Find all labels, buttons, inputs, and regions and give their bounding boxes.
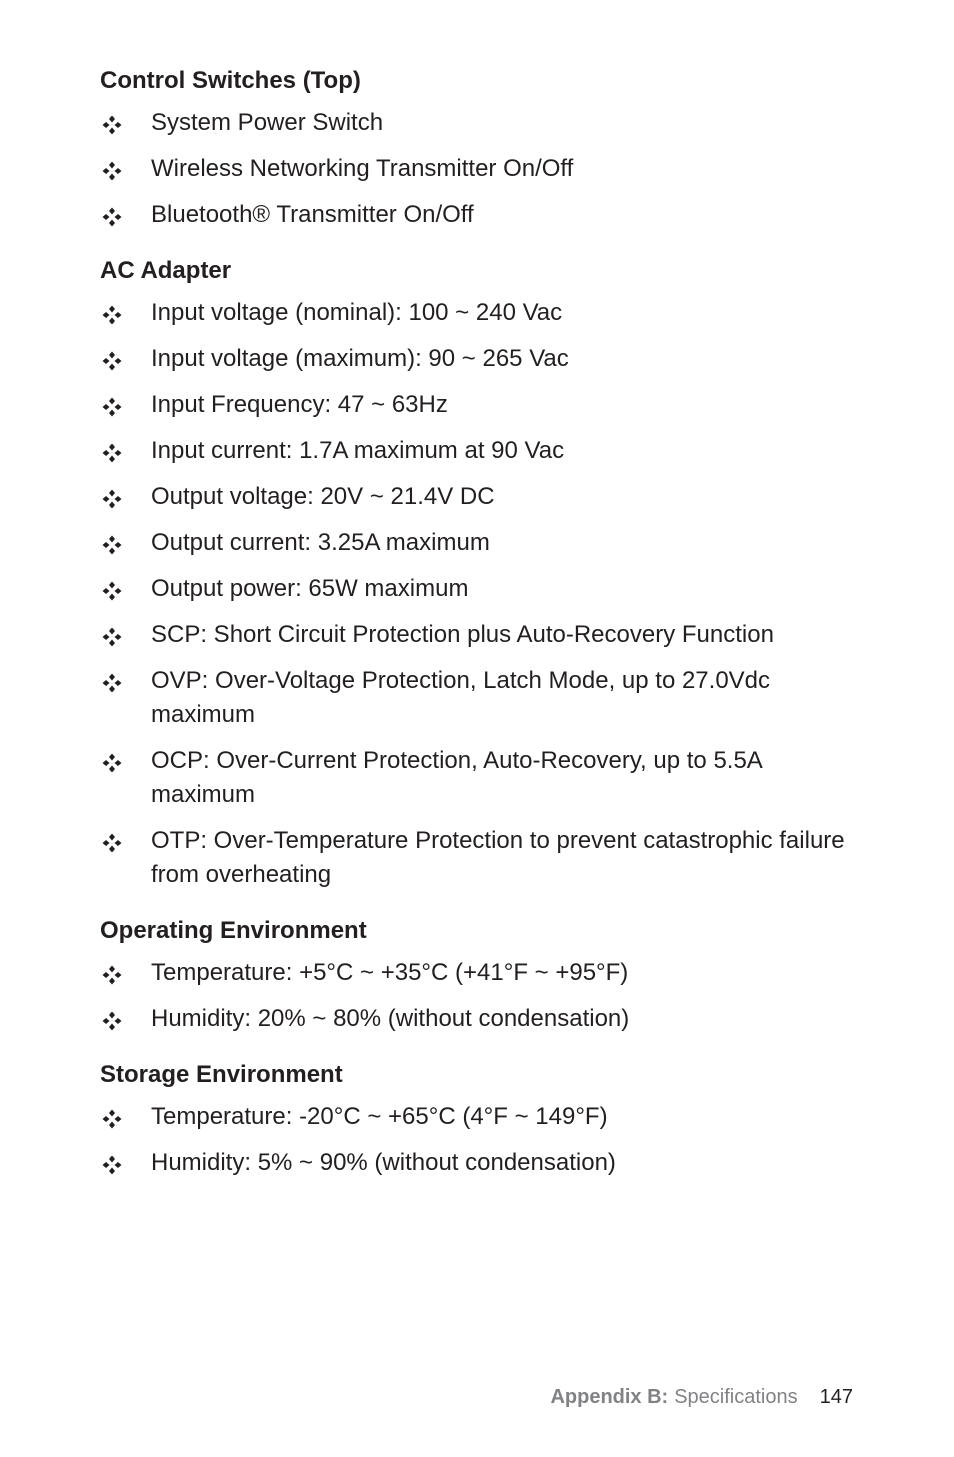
list-item-text: Output power: 65W maximum: [151, 575, 469, 602]
list-item-text: System Power Switch: [151, 109, 384, 136]
list-item-text: Input voltage (nominal): 100 ~ 240 Vac: [151, 299, 563, 326]
section-title: Control Switches (Top): [100, 67, 361, 94]
section-ac-adapter: [100, 256, 860, 892]
section-control-switches: [100, 66, 860, 232]
list-item: [100, 572, 860, 606]
list-item-text: Output current: 3.25A maximum: [151, 529, 490, 556]
list-item: [100, 1002, 860, 1036]
four-diamond-bullet-icon: [102, 115, 122, 135]
list-item: [100, 1100, 860, 1134]
list-item: [100, 824, 860, 892]
list-item-text: Humidity: 20% ~ 80% (without condensation): [151, 1005, 630, 1032]
list-item: [100, 342, 860, 376]
four-diamond-bullet-icon: [102, 833, 122, 853]
list-item: [100, 152, 860, 186]
four-diamond-bullet-icon: [102, 161, 122, 181]
four-diamond-bullet-icon: [102, 397, 122, 417]
four-diamond-bullet-icon: [102, 753, 122, 773]
list-item: [100, 480, 860, 514]
list-item: [100, 1146, 860, 1180]
list-item: [100, 956, 860, 990]
list-item-text: Input Frequency: 47 ~ 63Hz: [151, 391, 448, 418]
page-number: 147: [819, 1386, 853, 1408]
list-item: [100, 618, 860, 652]
list-item-text: OCP: Over-Current Protection, Auto-Recovery, up to 5.5A maximum: [151, 747, 762, 808]
list-item-text: Output voltage: 20V ~ 21.4V DC: [151, 483, 495, 510]
footer-section-name: Specifications: [674, 1386, 798, 1408]
list-item: [100, 434, 860, 468]
four-diamond-bullet-icon: [102, 1011, 122, 1031]
four-diamond-bullet-icon: [102, 207, 122, 227]
four-diamond-bullet-icon: [102, 1109, 122, 1129]
four-diamond-bullet-icon: [102, 581, 122, 601]
section-title: Storage Environment: [100, 1061, 343, 1088]
list-item: [100, 106, 860, 140]
footer-appendix-label: Appendix B:: [550, 1386, 669, 1408]
list-item: [100, 296, 860, 330]
four-diamond-bullet-icon: [102, 535, 122, 555]
list-item-text: OVP: Over-Voltage Protection, Latch Mode, up to 27.0Vdc maximum: [151, 667, 771, 728]
section-storage-environment: [100, 1060, 860, 1180]
section-title: AC Adapter: [100, 257, 232, 284]
four-diamond-bullet-icon: [102, 351, 122, 371]
section-operating-environment: [100, 916, 860, 1036]
page-footer: [550, 1383, 853, 1411]
four-diamond-bullet-icon: [102, 965, 122, 985]
list-item-text: OTP: Over-Temperature Protection to prevent catastrophic failure from overheating: [151, 827, 845, 888]
list-item: [100, 526, 860, 560]
list-item-text: Input voltage (maximum): 90 ~ 265 Vac: [151, 345, 569, 372]
section-title: Operating Environment: [100, 917, 367, 944]
list-item: [100, 664, 860, 732]
list-item-text: Humidity: 5% ~ 90% (without condensation): [151, 1149, 616, 1176]
four-diamond-bullet-icon: [102, 1155, 122, 1175]
list-item-text: SCP: Short Circuit Protection plus Auto-Recovery Function: [151, 621, 774, 648]
list-item-text: Input current: 1.7A maximum at 90 Vac: [151, 437, 565, 464]
list-item: [100, 388, 860, 422]
four-diamond-bullet-icon: [102, 443, 122, 463]
list-item-text: Bluetooth® Transmitter On/Off: [151, 201, 474, 228]
list-item-text: Wireless Networking Transmitter On/Off: [151, 155, 574, 182]
spec-page: [100, 66, 860, 1204]
list-item-text: Temperature: -20°C ~ +65°C (4°F ~ 149°F): [151, 1103, 608, 1130]
four-diamond-bullet-icon: [102, 627, 122, 647]
four-diamond-bullet-icon: [102, 489, 122, 509]
four-diamond-bullet-icon: [102, 305, 122, 325]
list-item-text: Temperature: +5°C ~ +35°C (+41°F ~ +95°F): [151, 959, 629, 986]
list-item: [100, 744, 860, 812]
list-item: [100, 198, 860, 232]
four-diamond-bullet-icon: [102, 673, 122, 693]
